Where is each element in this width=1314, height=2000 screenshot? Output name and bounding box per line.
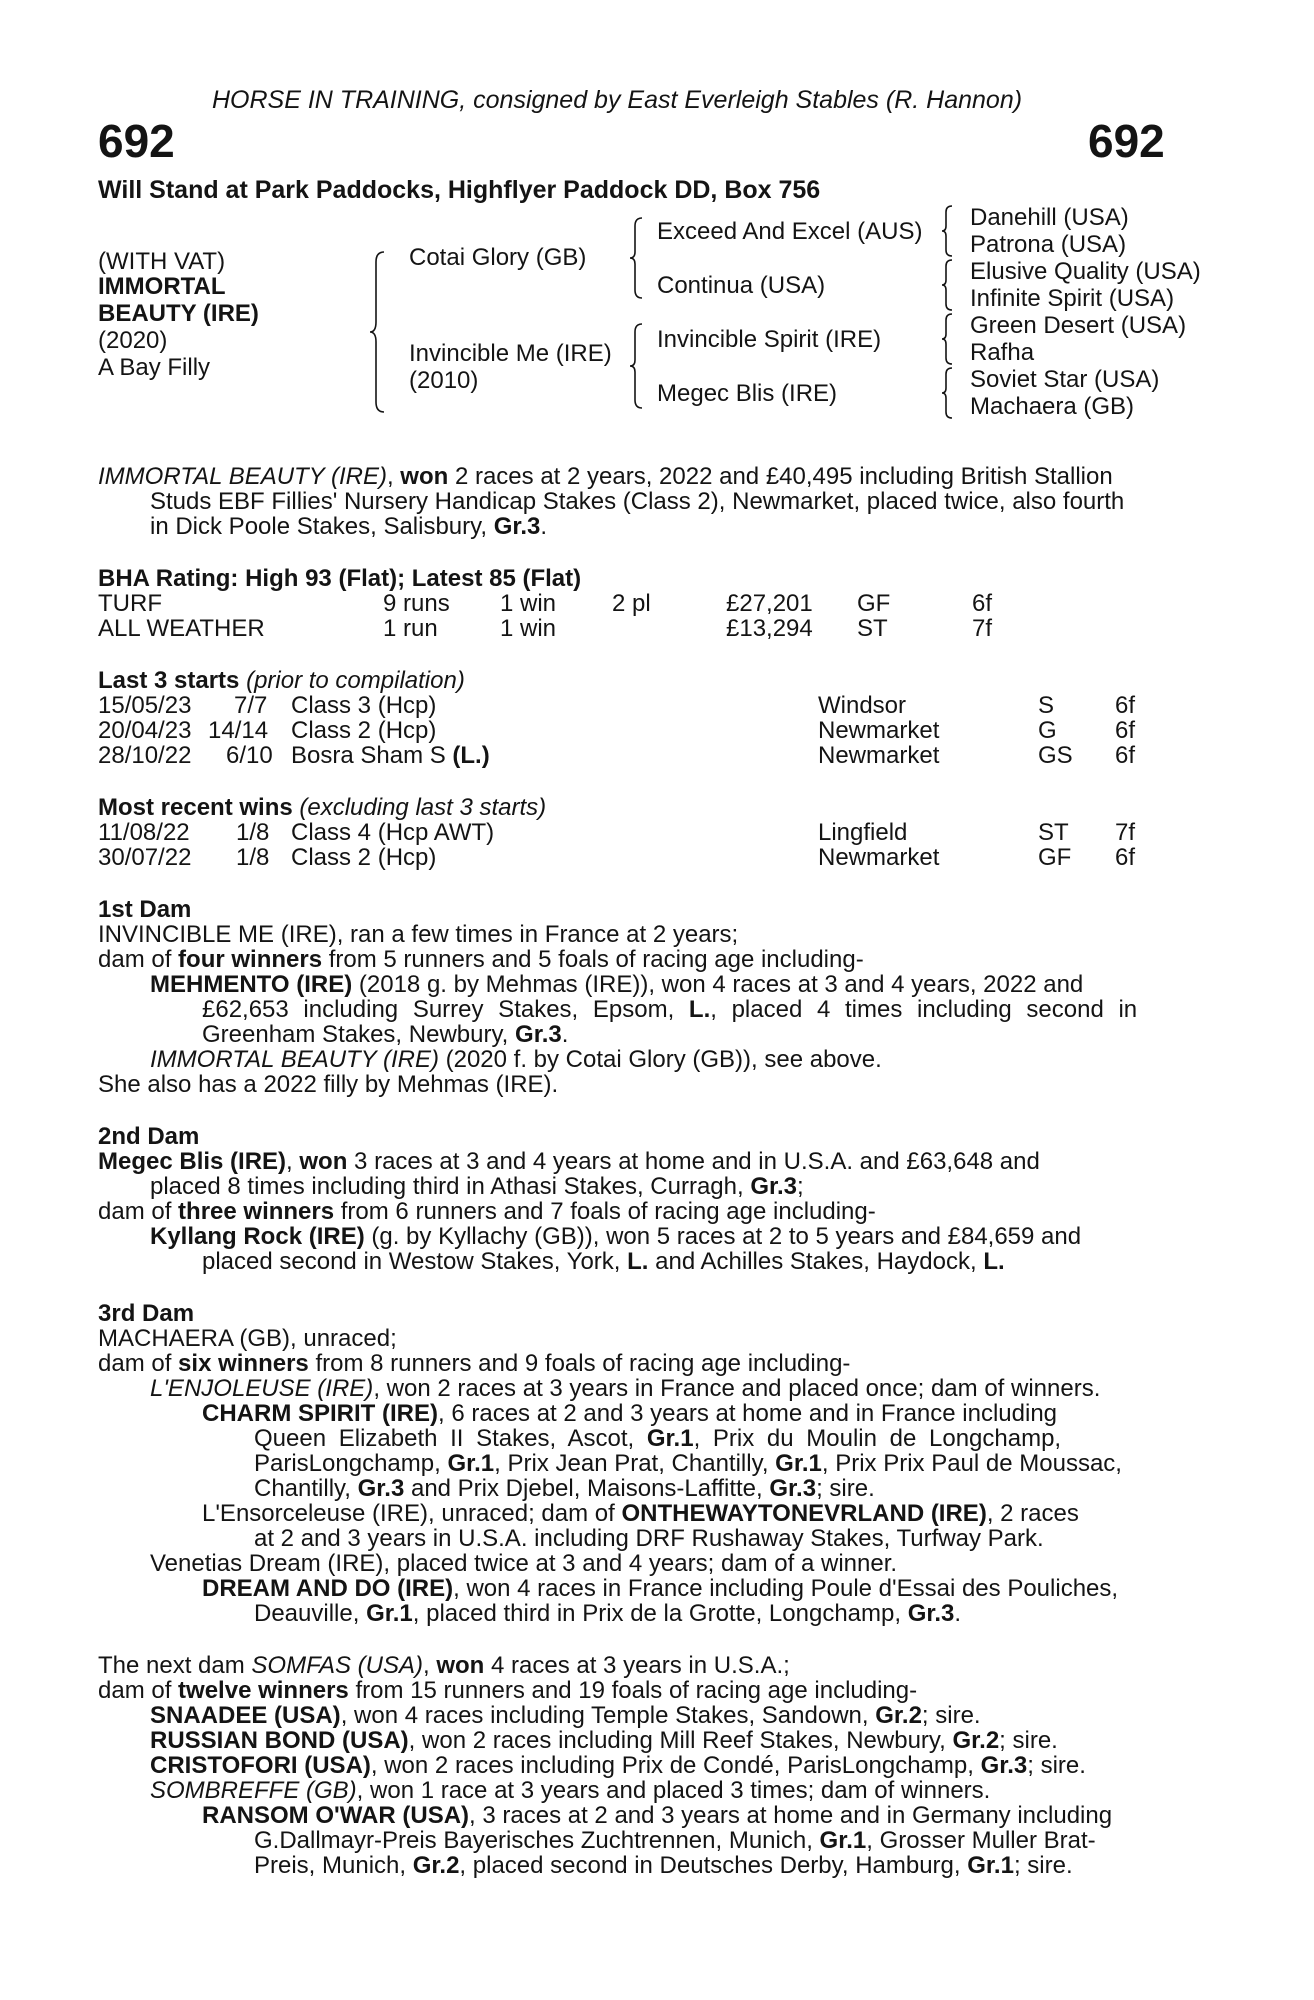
race-name: Class 3 (Hcp) [291,692,437,719]
pedigree-brace-g3-2 [942,260,954,310]
text: Chantilly, [254,1475,358,1502]
dam3-title: 3rd Dam [98,1300,195,1327]
pedigree-brace-g3-3 [942,314,954,364]
win-date: 30/07/22 [98,844,192,871]
win-date: 11/08/22 [98,819,190,846]
next-line-7 [202,1804,1112,1828]
dam2-line-4 [150,1225,1081,1249]
text: , won 2 races including Prix de Condé, ParisLongchamp, [370,1752,981,1779]
grade-label: Gr.3 [750,1173,798,1200]
text: ; sire. [1027,1752,1086,1779]
consignment-line: HORSE IN TRAINING, consigned by East Everleigh Stables (R. Hannon) [212,86,1023,114]
dam3-line-3 [150,1377,1100,1401]
heading: Last 3 starts [98,667,240,694]
text: and Prix Djebel, Maisons-Laffitte, [404,1475,770,1502]
text: 2 races at 2 years, 2022 and £40,495 including British Stallion [448,463,1113,490]
text: . [954,1600,962,1627]
start-going: S [1038,692,1055,719]
pedigree-ssd: Patrona (USA) [970,231,1127,258]
start-distance: 6f [1115,717,1136,744]
win-race: Class 2 (Hcp) [291,844,437,871]
pedigree-brace-g3-4 [942,368,954,418]
text: ; sire. [999,1727,1058,1754]
grade-label: Gr.3 [515,1021,562,1048]
progeny-name: L'ENJOLEUSE (IRE) [150,1375,374,1402]
horse-name-line2: BEAUTY (IRE) [98,300,259,327]
pedigree-sds: Elusive Quality (USA) [970,258,1201,285]
text: Queen Elizabeth II Stakes, Ascot, [254,1425,647,1452]
start-course: Newmarket [818,742,940,769]
start-course: Newmarket [818,717,940,744]
next-line-8 [254,1829,1096,1853]
text: 4 races at 3 years in U.S.A.; [484,1652,790,1679]
win-going: GF [1038,844,1072,871]
last3-title [98,669,465,693]
rating-runs: 9 runs [383,590,450,617]
text: 3 races at 3 and 4 years at home and in U.S.A. and £63,648 and [347,1148,1040,1175]
progeny-name: RANSOM O'WAR (USA) [202,1802,470,1829]
text: G.Dallmayr-Preis Bayerisches Zuchtrennen, Munich, [254,1827,820,1854]
win-going: ST [1038,819,1069,846]
rating-runs: 1 run [383,615,438,642]
start-race [291,744,490,768]
text: and Achilles Stakes, Haydock, [648,1248,984,1275]
dam3-line-7 [254,1477,875,1501]
rating-surface: TURF [98,590,162,617]
pedigree-dss: Green Desert (USA) [970,312,1187,339]
heading-note: (prior to compilation) [239,667,465,694]
progeny-name: ONTHEWAYTONEVRLAND (IRE) [621,1500,987,1527]
dam3-line-5 [254,1427,1061,1451]
next-line-3 [150,1704,981,1728]
win-course: Newmarket [818,844,940,871]
text: , won 1 race at 3 years and placed 3 times; dam of winners. [356,1777,991,1804]
summary-line-2: Studs EBF Fillies' Nursery Handicap Stakes (Class 2), Newmarket, placed twice, also fourth [150,488,1125,515]
pedigree-dsd: Rafha [970,339,1035,366]
progeny-name: Kyllang Rock (IRE) [150,1223,365,1250]
progeny-name: DREAM AND DO (IRE) [202,1575,454,1602]
text: , won 4 races including Temple Stakes, Sandown, [340,1702,876,1729]
grade-label: Gr.2 [952,1727,1000,1754]
pedigree-sdd: Infinite Spirit (USA) [970,285,1175,312]
pedigree-brace-main [370,252,388,412]
text: Deauville, [254,1600,367,1627]
stand-location: Will Stand at Park Paddocks, Highflyer Paddock DD, Box 756 [98,176,821,204]
text: , won 2 races at 3 years in France and placed once; dam of winners. [373,1375,1101,1402]
text: ; sire. [816,1475,875,1502]
dam1-title: 1st Dam [98,896,192,923]
grade-label: Gr.3 [357,1475,405,1502]
text: ParisLongchamp, [254,1450,448,1477]
pedigree-dam: Invincible Me (IRE) [409,340,612,367]
summary-line-3 [150,515,547,539]
dam-name: Megec Blis (IRE) [98,1148,287,1175]
dam1-line-4 [202,998,1137,1022]
horse-description: A Bay Filly [98,354,211,381]
text: dam of [98,1350,179,1377]
text: Preis, Munich, [254,1852,413,1879]
pedigree-sire-dam: Continua (USA) [657,272,826,299]
win-race: Class 4 (Hcp AWT) [291,819,495,846]
race-name: Class 2 (Hcp) [291,717,437,744]
race-name: Bosra Sham S [291,742,453,769]
text: placed 8 times including third in Athasi Stakes, Curragh, [150,1173,751,1200]
rating-title: BHA Rating: High 93 (Flat); Latest 85 (Flat) [98,565,582,592]
next-line-5 [150,1754,1086,1778]
text: , Prix Prix Paul de Moussac, [821,1450,1122,1477]
pedigree-sire-sire: Exceed And Excel (AUS) [657,218,923,245]
dam3-line-4 [202,1402,1057,1426]
text: , [422,1652,437,1679]
won-label: won [299,1148,348,1175]
grade-label: Gr.2 [875,1702,922,1729]
dam3-line-2 [98,1352,850,1376]
start-going: GS [1038,742,1073,769]
text: , 2 races [986,1500,1079,1527]
pedigree-brace-sire [630,218,644,298]
text: in Dick Poole Stakes, Salisbury, [150,513,494,540]
dam1-line-2 [98,948,864,972]
pedigree-sss: Danehill (USA) [970,204,1129,231]
grade-label: Gr.2 [412,1852,460,1879]
dam2-line-3 [98,1200,876,1224]
text: (2018 g. by Mehmas (IRE)), won 4 races at 3 and 4 years, 2022 and [352,971,1084,998]
next-line-1 [98,1654,790,1678]
start-date: 28/10/22 [98,742,192,769]
text: , Grosser Muller Brat- [866,1827,1096,1854]
dam2-line-5 [202,1250,1005,1274]
pedigree-brace-g3-1 [942,206,954,256]
start-race [291,719,436,743]
grade-label: Gr.1 [967,1852,1014,1879]
grade-label: Gr.1 [447,1450,495,1477]
lot-number-left: 692 [98,115,175,167]
start-position: 6/10 [226,742,273,769]
start-going: G [1038,717,1057,744]
rating-earnings: £27,201 [726,590,813,617]
dam3-line-9: at 2 and 3 years in U.S.A. including DRF Rushaway Stakes, Turfway Park. [254,1525,1044,1552]
won-label: won [400,463,449,490]
start-distance: 6f [1115,692,1136,719]
grade-label: Gr.1 [775,1450,822,1477]
dam3-line-6 [254,1452,1122,1476]
next-line-4 [150,1729,1058,1753]
win-distance: 7f [1115,819,1136,846]
text: L'Ensorceleuse (IRE), unraced; dam of [202,1500,622,1527]
race-grade: (L.) [452,742,490,769]
text: placed second in Westow Stakes, York, [202,1248,628,1275]
text: , placed second in Deutsches Derby, Hamburg, [459,1852,968,1879]
start-date: 20/04/23 [98,717,192,744]
progeny-name: MEHMENTO (IRE) [150,971,353,998]
text: . [540,513,548,540]
pedigree-dam-year: (2010) [409,367,479,394]
pedigree-ddd: Machaera (GB) [970,393,1135,420]
pedigree-brace-dam [630,324,644,408]
winners-count: three winners [178,1198,335,1225]
text: . [561,1021,569,1048]
grade-label: L. [627,1248,649,1275]
rating-distance: 6f [972,590,993,617]
text: , 3 races at 2 and 3 years at home and in Germany including [469,1802,1113,1829]
lot-number-right: 692 [1088,115,1165,167]
progeny-name: SOMBREFFE (GB) [150,1777,357,1804]
text: , placed 4 times including second in [710,996,1138,1023]
rating-surface: ALL WEATHER [98,615,265,642]
pedigree-dam-dam: Megec Blis (IRE) [657,380,838,407]
grade-label: Gr.3 [980,1752,1028,1779]
horse-year: (2020) [98,327,168,354]
heading: Most recent wins [98,794,293,821]
dam3-line-1: MACHAERA (GB), unraced; [98,1325,397,1352]
start-position: 14/14 [208,717,269,744]
start-race [291,694,436,718]
progeny-name: CHARM SPIRIT (IRE) [202,1400,438,1427]
win-distance: 6f [1115,844,1136,871]
text: ; sire. [921,1702,981,1729]
next-line-6 [150,1779,990,1803]
grade-label: Gr.3 [769,1475,817,1502]
text: from 5 runners and 5 foals of racing age including- [322,946,864,973]
text: , Prix du Moulin de Longchamp, [693,1425,1062,1452]
progeny-name: SNAADEE (USA) [150,1702,341,1729]
horse-name-line1: IMMORTAL [98,273,226,300]
grade-label: Gr.3 [907,1600,955,1627]
text: from 6 runners and 7 foals of racing age including- [334,1198,876,1225]
heading-note: (excluding last 3 starts) [292,794,547,821]
rating-earnings: £13,294 [726,615,813,642]
dam1-line-3 [150,973,1083,997]
pedigree-sire: Cotai Glory (GB) [409,244,587,271]
summary-line-1 [98,465,1113,489]
text: , [386,463,401,490]
start-position: 7/7 [234,692,268,719]
text: , placed third in Prix de la Grotte, Longchamp, [412,1600,908,1627]
text: dam of [98,1677,179,1704]
text: ; [797,1173,804,1200]
text: from 8 runners and 9 foals of racing age including- [308,1350,851,1377]
dam2-line-1 [98,1150,1040,1174]
text: , won 2 races including Mill Reef Stakes, Newbury, [408,1727,953,1754]
dam1-line-5 [202,1023,568,1047]
rating-wins: 1 win [500,590,557,617]
dam3-line-11 [202,1577,1118,1601]
grade-label: Gr.1 [646,1425,694,1452]
dam3-line-8 [202,1502,1079,1526]
dam3-line-10: Venetias Dream (IRE), placed twice at 3 and 4 years; dam of a winner. [150,1550,898,1577]
dam1-line-7: She also has a 2022 filly by Mehmas (IRE). [98,1071,559,1098]
rating-distance: 7f [972,615,993,642]
text: dam of [98,946,179,973]
next-line-9 [254,1854,1073,1878]
dam1-line-6 [150,1048,882,1072]
rating-wins: 1 win [500,615,557,642]
grade-label: Gr.3 [493,513,541,540]
text: £62,653 including Surrey Stakes, Epsom, [202,996,689,1023]
progeny-name: CRISTOFORI (USA) [150,1752,371,1779]
text: , 6 races at 2 and 3 years at home and in France including [438,1400,1058,1427]
dam2-line-2 [150,1175,804,1199]
start-distance: 6f [1115,742,1136,769]
start-course: Windsor [818,692,907,719]
pedigree-dam-sire: Invincible Spirit (IRE) [657,326,882,353]
grade-label: Gr.1 [819,1827,867,1854]
winners-count: twelve winners [178,1677,349,1704]
rating-placed: 2 pl [612,590,651,617]
text: Greenham Stakes, Newbury, [202,1021,516,1048]
pedigree-dds: Soviet Star (USA) [970,366,1160,393]
dam-name: SOMFAS (USA) [251,1652,423,1679]
text: (g. by Kyllachy (GB)), won 5 races at 2 to 5 years and £84,659 and [364,1223,1082,1250]
horse-name-ref: IMMORTAL BEAUTY (IRE) [98,463,387,490]
dam3-line-12 [254,1602,961,1626]
text: , Prix Jean Prat, Chantilly, [494,1450,776,1477]
start-date: 15/05/23 [98,692,192,719]
text: (2020 f. by Cotai Glory (GB)), see above. [438,1046,882,1073]
grade-label: Gr.1 [366,1600,413,1627]
dam2-title: 2nd Dam [98,1123,200,1150]
won-label: won [436,1652,485,1679]
grade-label: L. [688,996,711,1023]
text: , [286,1148,300,1175]
win-course: Lingfield [818,819,908,846]
next-line-2 [98,1679,917,1703]
dam1-line-1: INVINCIBLE ME (IRE), ran a few times in France at 2 years; [98,921,739,948]
grade-label: L. [983,1248,1005,1275]
text: dam of [98,1198,179,1225]
text: The next dam [98,1652,252,1679]
rating-going: ST [857,615,888,642]
progeny-name: IMMORTAL BEAUTY (IRE) [150,1046,439,1073]
winners-count: four winners [178,946,323,973]
win-position: 1/8 [236,844,270,871]
text: ; sire. [1013,1852,1073,1879]
text: from 15 runners and 19 foals of racing age including- [348,1677,918,1704]
winners-count: six winners [178,1350,309,1377]
vat-label: (WITH VAT) [98,248,226,275]
win-position: 1/8 [236,819,270,846]
recent-title [98,796,546,820]
text: , won 4 races in France including Poule d'Essai des Pouliches, [453,1575,1119,1602]
progeny-name: RUSSIAN BOND (USA) [150,1727,409,1754]
rating-going: GF [857,590,891,617]
